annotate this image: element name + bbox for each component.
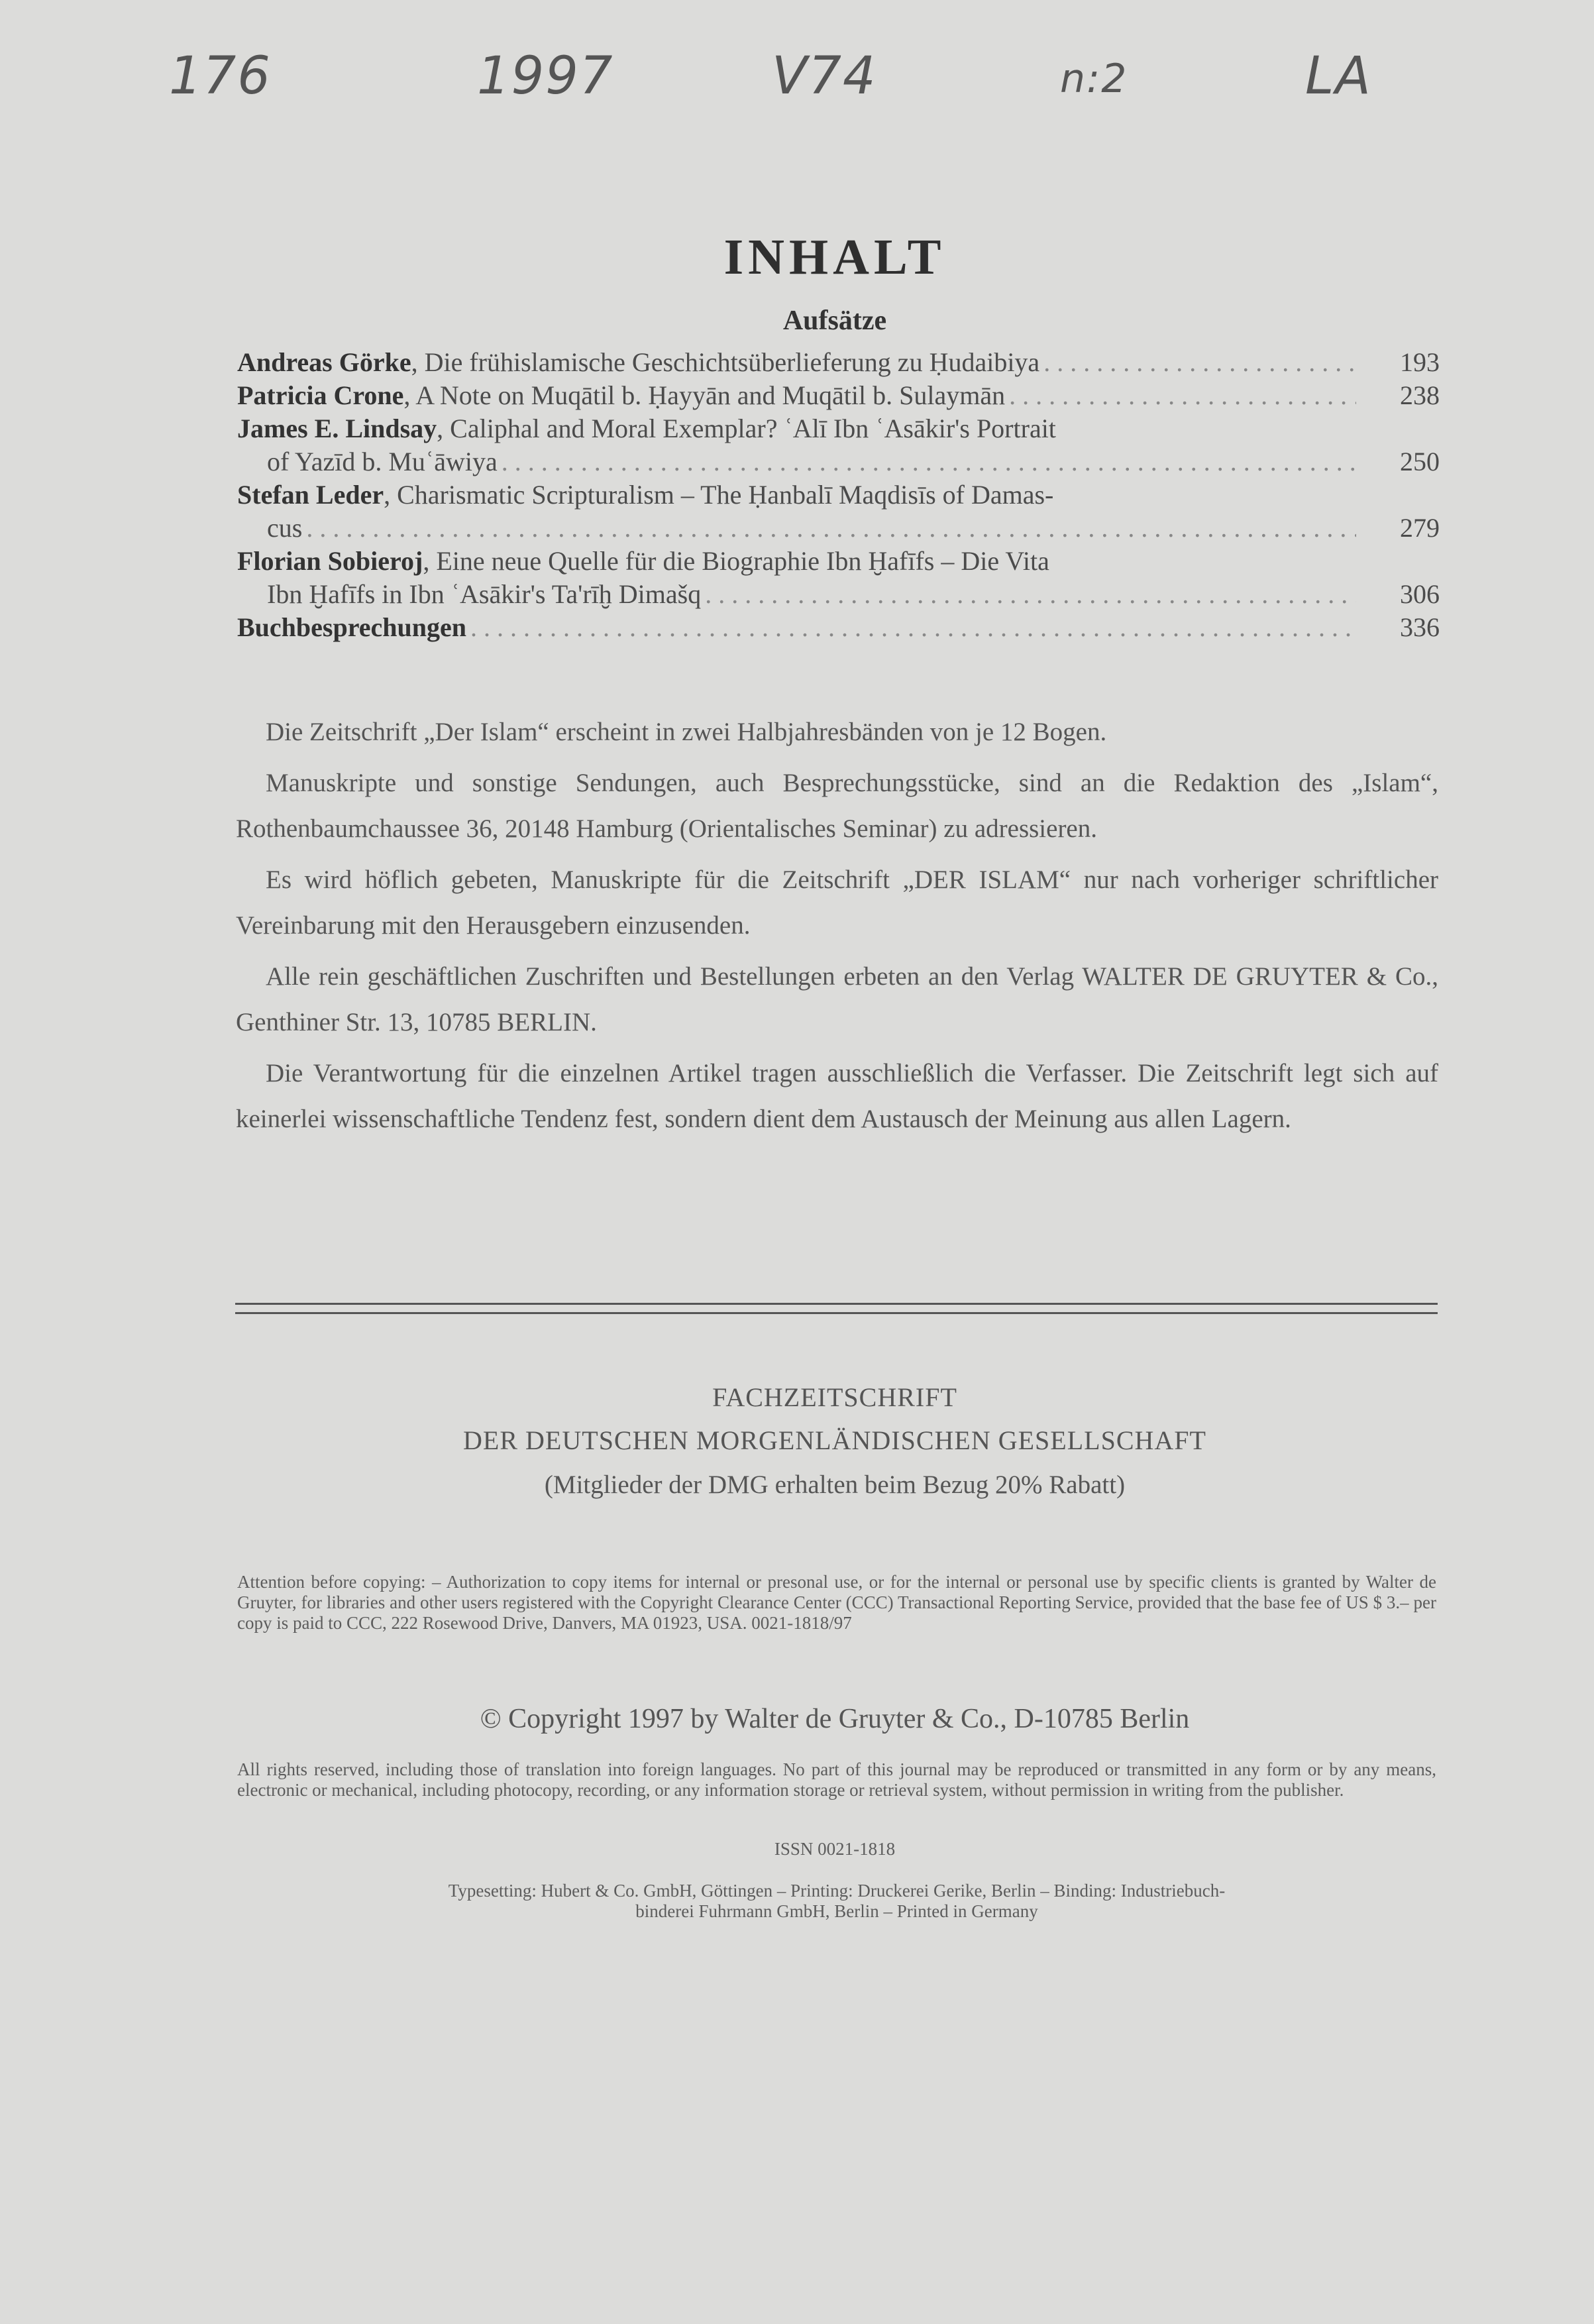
toc-author: James E. Lindsay [237, 414, 437, 443]
notice-paragraph: Die Zeitschrift „Der Islam“ erscheint in zwei Halbjahresbänden von je 12 Bogen. [266, 718, 1107, 746]
toc-entry[interactable] [237, 611, 1440, 644]
toc-title-cont: cus [267, 513, 303, 543]
production-line: binderei Fuhrmann GmbH, Berlin – Printed in Germany [635, 1901, 1038, 1921]
copyright-line: © Copyright 1997 by Walter de Gruyter & Co., D-10785 Berlin [480, 1704, 1190, 1734]
toc-page: 279 [1400, 513, 1440, 543]
copying-notice: Attention before copying: – Authorization to copy items for internal or presonal use, or for the internal or personal use by specific clients is granted by Walter de Gruyter, for libraries and other users registered with the Copyright Clearance Center (CCC) Transactional Reporting Service, provided that the base fee of US $ 3.– per copy is paid to CCC, 222 Rosewood Drive, Danvers, MA 01923, USA. 0021-1818/97 [237, 1572, 1436, 1633]
toc-author: Stefan Leder [237, 480, 384, 510]
handwritten-note: LA [1305, 46, 1372, 106]
handwritten-note: 176 [169, 46, 272, 106]
toc-author: Andreas Görke [237, 347, 411, 377]
divider [235, 1312, 1438, 1314]
production-line: Typesetting: Hubert & Co. GmbH, Göttingen – Printing: Druckerei Gerike, Berlin – Binding: Industriebuch- [448, 1881, 1226, 1901]
toc-page: 336 [1400, 612, 1440, 642]
rights-notice: All rights reserved, including those of translation into foreign languages. No part of this journal may be reproduced or transmitted in any form or by any means, electronic or mechanical, including photocopy, recording, or any information storage or retrieval system, without permission in writing from the publisher. [237, 1759, 1436, 1800]
toc-title: A Note on Muqātil b. Ḥayyān and Muqātil b. Sulaymān [415, 380, 1006, 410]
handwritten-note: 1997 [477, 46, 614, 106]
society-label: FACHZEITSCHRIFT [712, 1382, 957, 1412]
handwritten-note: V74 [772, 46, 877, 106]
handwritten-note: n:2 [1060, 56, 1128, 102]
toc-entry[interactable]: James E. Lindsay , Caliphal and Moral Exemplar? ʿAlī Ibn ʿAsākir's Portrait of Yazīd b. Muʿāwiya . . . 250 [237, 412, 1440, 478]
toc-title: Caliphal and Moral Exemplar? ʿAlī Ibn ʿAsākir's Portrait [450, 414, 1056, 443]
notice-paragraph: Es wird höflich gebeten, Manuskripte für die Zeitschrift „DER ISLAM“ nur nach vorheriger schriftlicher Vereinbarung mit den Herausgebern einzusenden. [236, 865, 1438, 940]
toc-title: Charismatic Scripturalism – The Ḥanbalī Maqdisīs of Damas- [397, 480, 1054, 510]
notice-paragraphs [236, 709, 1438, 1147]
society-name: DER DEUTSCHEN MORGENLÄNDISCHEN GESELLSCHAFT [463, 1425, 1206, 1455]
toc-page: 238 [1400, 380, 1440, 410]
toc-title: Die frühislamische Geschichtsüberlieferung zu Ḥudaibiya [424, 347, 1040, 377]
page-title: INHALT [723, 229, 946, 285]
toc-entry[interactable]: Patricia Crone, A Note on Muqātil b. Ḥayyān and Muqātil b. Sulaymān . . . 238 [237, 379, 1440, 412]
toc-entry[interactable]: Andreas Görke, Die frühislamische Geschichtsüberlieferung zu Ḥudaibiya . . . 193 [237, 346, 1440, 379]
toc-author: Florian Sobieroj [237, 546, 423, 576]
toc-entry[interactable]: Stefan Leder , Charismatic Scripturalism – The Ḥanbalī Maqdisīs of Damas- cus . . . 279 [237, 478, 1440, 545]
toc-title: Eine neue Quelle für die Biographie Ibn Ḫafīfs – Die Vita [436, 546, 1049, 576]
notice-paragraph: Manuskripte und sonstige Sendungen, auch Besprechungsstücke, sind an die Redaktion des „Islam“, Rothenbaumchaussee 36, 20148 Hamburg (Orientalisches Seminar) zu adressieren. [236, 769, 1438, 843]
toc-page: 250 [1400, 447, 1440, 476]
production-credits [237, 1881, 1436, 1922]
notice-paragraph: Die Verantwortung für die einzelnen Artikel tragen ausschließlich die Verfasser. Die Zeitschrift legt sich auf keinerlei wissenschaftliche Tendenz fest, sondern dient dem Austausch der Meinung aus allen Lagern. [236, 1059, 1438, 1133]
toc-author: Buchbesprechungen [237, 612, 467, 642]
toc-title-cont: Ibn Ḫafīfs in Ibn ʿAsākir's Ta'rīḫ Dimašq [267, 579, 702, 609]
divider [235, 1303, 1438, 1305]
society-discount: (Mitglieder der DMG erhalten beim Bezug 20% Rabatt) [544, 1470, 1126, 1499]
section-heading: Aufsätze [782, 305, 887, 336]
toc-author: Patricia Crone [237, 380, 404, 410]
issn: ISSN 0021-1818 [774, 1839, 896, 1859]
toc-entry[interactable]: Florian Sobieroj , Eine neue Quelle für die Biographie Ibn Ḫafīfs – Die Vita Ibn Ḫafīfs in Ibn ʿAsākir's Ta'rīḫ Dimašq . . . 306 [237, 545, 1440, 611]
notice-paragraph: Alle rein geschäftlichen Zuschriften und Bestellungen erbeten an den Verlag WALTER DE GRUYTER & Co., Genthiner Str. 13, 10785 BERLIN. [236, 962, 1438, 1036]
toc-page: 193 [1400, 347, 1440, 377]
toc-page: 306 [1400, 579, 1440, 609]
toc-title-cont: of Yazīd b. Muʿāwiya [267, 447, 498, 476]
table-of-contents [237, 346, 1440, 644]
